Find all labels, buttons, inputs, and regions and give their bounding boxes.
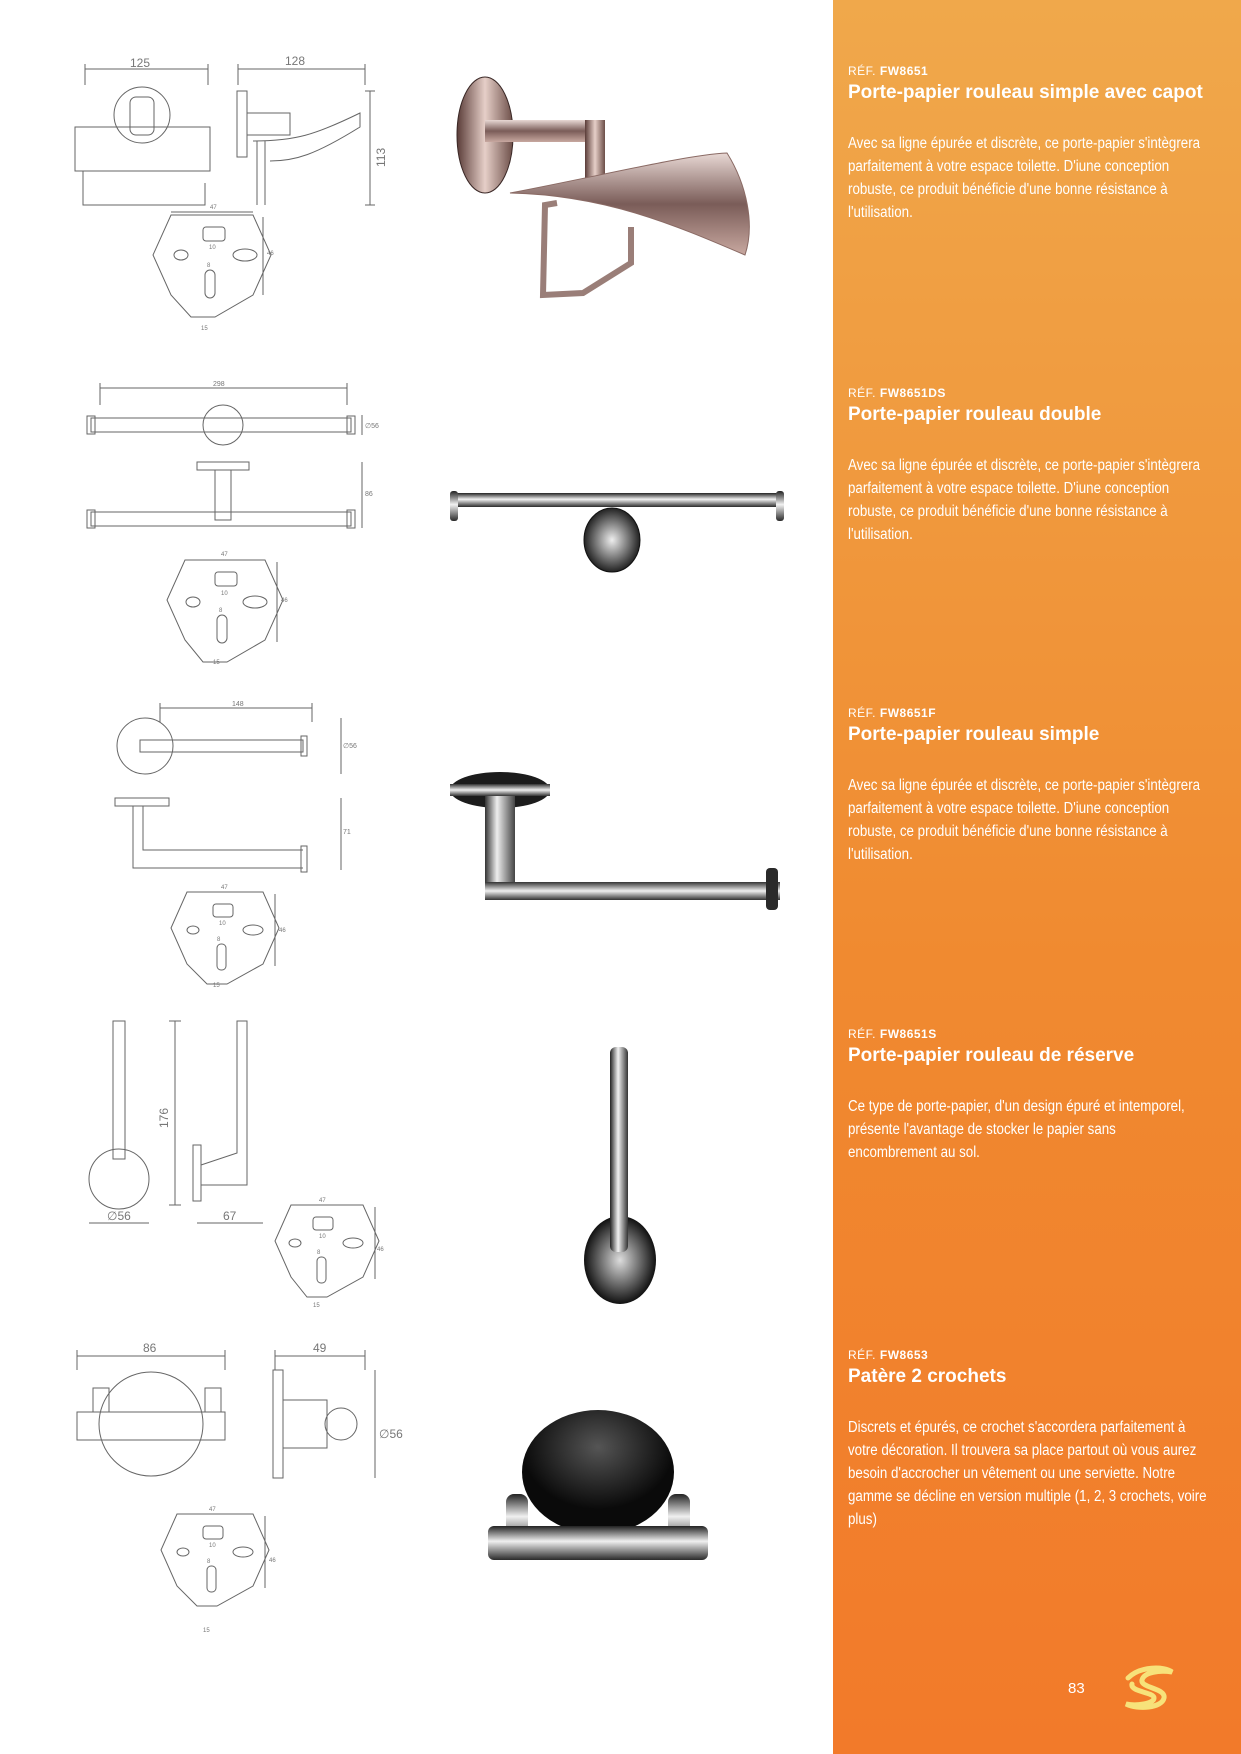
product-info-fw8651f xyxy=(848,706,1208,866)
product-title: Porte-papier rouleau double xyxy=(848,404,1102,425)
dim-label: 46 xyxy=(279,928,286,934)
product-info-fw8651ds xyxy=(848,386,1208,546)
dim-label: 113 xyxy=(374,147,388,167)
product-info-fw8651 xyxy=(848,64,1208,224)
ref-code: FW8651F xyxy=(879,706,937,720)
dim-label: 10 xyxy=(319,1234,326,1240)
dim-label: 46 xyxy=(281,598,288,604)
technical-drawing xyxy=(75,54,388,350)
dim-label: 49 xyxy=(313,1341,327,1355)
product-description: Ce type de porte-papier, d'un design épuré et intemporel, présente l'avantage de stocker le papier sans encombrement au sol. xyxy=(848,1098,1185,1161)
technical-drawing xyxy=(75,1340,405,1640)
dim-label: 46 xyxy=(269,1558,276,1564)
dim-label: 10 xyxy=(209,245,216,251)
dim-label: 128 xyxy=(285,54,306,68)
dim-label: 67 xyxy=(223,1209,237,1223)
page-number: 83 xyxy=(1068,1680,1085,1697)
dim-label: 298 xyxy=(213,381,225,388)
product-ref xyxy=(848,64,1208,78)
product-description: Avec sa ligne épurée et discrète, ce porte-papier s'intègrera parfaitement à votre espace toilette. D'iune conception robuste, ce produit bénéficie d'une bonne résistance à l'utilisation. xyxy=(848,777,1201,863)
product-description: Avec sa ligne épurée et discrète, ce porte-papier s'intègrera parfaitement à votre espace toilette. D'iune conception robuste, ce produit bénéficie d'une bonne résistance à l'utilisation. xyxy=(848,457,1201,543)
technical-drawing xyxy=(115,700,355,990)
dim-label: 176 xyxy=(157,1107,171,1128)
dim-label: 15 xyxy=(213,983,220,989)
product-photo xyxy=(450,485,790,575)
dim-label: ∅56 xyxy=(343,743,357,750)
product-ref xyxy=(848,1027,1208,1041)
dim-label: 46 xyxy=(267,251,274,257)
brand-logo-icon xyxy=(1120,1664,1180,1712)
dim-label: 8 xyxy=(317,1250,321,1256)
dim-label: 47 xyxy=(210,205,217,211)
product-description: Discrets et épurés, ce crochet s'accordera parfaitement à votre décoration. Il trouvera sa place partout où vous aurez besoin d'accrocher un vêtement ou une serviette. Notre gamme se décline en version multiple (1, 2, 3 crochets, voire plus) xyxy=(848,1419,1207,1528)
dim-label: 47 xyxy=(221,885,228,891)
technical-drawing xyxy=(85,380,385,670)
technical-drawing xyxy=(85,1015,385,1315)
dim-label: 125 xyxy=(130,56,151,70)
dim-label: 10 xyxy=(221,591,228,597)
dim-label: 10 xyxy=(219,921,226,927)
dim-label: 15 xyxy=(213,660,220,666)
dim-label: 86 xyxy=(143,1341,157,1355)
dim-label: 8 xyxy=(217,937,221,943)
dim-label: 148 xyxy=(232,701,244,708)
ref-label: RÉF. xyxy=(848,386,877,400)
dim-label: 47 xyxy=(221,552,228,558)
product-info-fw8653 xyxy=(848,1348,1208,1531)
product-ref xyxy=(848,706,1208,720)
product-description: Avec sa ligne épurée et discrète, ce porte-papier s'intègrera parfaitement à votre espace toilette. D'iune conception robuste, ce produit bénéficie d'une bonne résistance à l'utilisation. xyxy=(848,135,1201,221)
product-photo xyxy=(450,770,790,920)
dim-label: 15 xyxy=(203,1628,210,1634)
dim-label: 15 xyxy=(313,1303,320,1309)
product-photo xyxy=(580,1045,660,1305)
dim-label: 47 xyxy=(209,1507,216,1513)
ref-code: FW8651 xyxy=(879,64,929,78)
ref-code: FW8651S xyxy=(879,1027,937,1041)
dim-label: 46 xyxy=(377,1247,384,1253)
dim-label: 8 xyxy=(207,1559,211,1565)
product-photo xyxy=(455,75,795,335)
product-photo xyxy=(488,1410,708,1570)
ref-label: RÉF. xyxy=(848,1348,877,1362)
product-title: Porte-papier rouleau simple xyxy=(848,724,1100,745)
dim-label: 8 xyxy=(219,608,223,614)
ref-label: RÉF. xyxy=(848,706,877,720)
product-ref xyxy=(848,1348,1208,1362)
ref-label: RÉF. xyxy=(848,64,877,78)
ref-code: FW8651DS xyxy=(879,386,946,400)
dim-label: 86 xyxy=(365,491,373,498)
dim-label: 10 xyxy=(209,1543,216,1549)
product-title: Porte-papier rouleau de réserve xyxy=(848,1045,1135,1066)
ref-label: RÉF. xyxy=(848,1027,877,1041)
dim-label: 71 xyxy=(343,829,351,836)
product-ref xyxy=(848,386,1208,400)
dim-label: ∅56 xyxy=(365,423,379,430)
dim-label: 47 xyxy=(319,1198,326,1204)
dim-label: ∅56 xyxy=(107,1209,131,1223)
product-info-fw8651s xyxy=(848,1027,1208,1164)
product-title: Patère 2 crochets xyxy=(848,1366,1007,1387)
product-title: Porte-papier rouleau simple avec capot xyxy=(848,82,1203,103)
dim-label: ∅56 xyxy=(379,1427,403,1441)
ref-code: FW8653 xyxy=(879,1348,929,1362)
dim-label: 15 xyxy=(201,326,208,332)
dim-label: 8 xyxy=(207,263,211,269)
